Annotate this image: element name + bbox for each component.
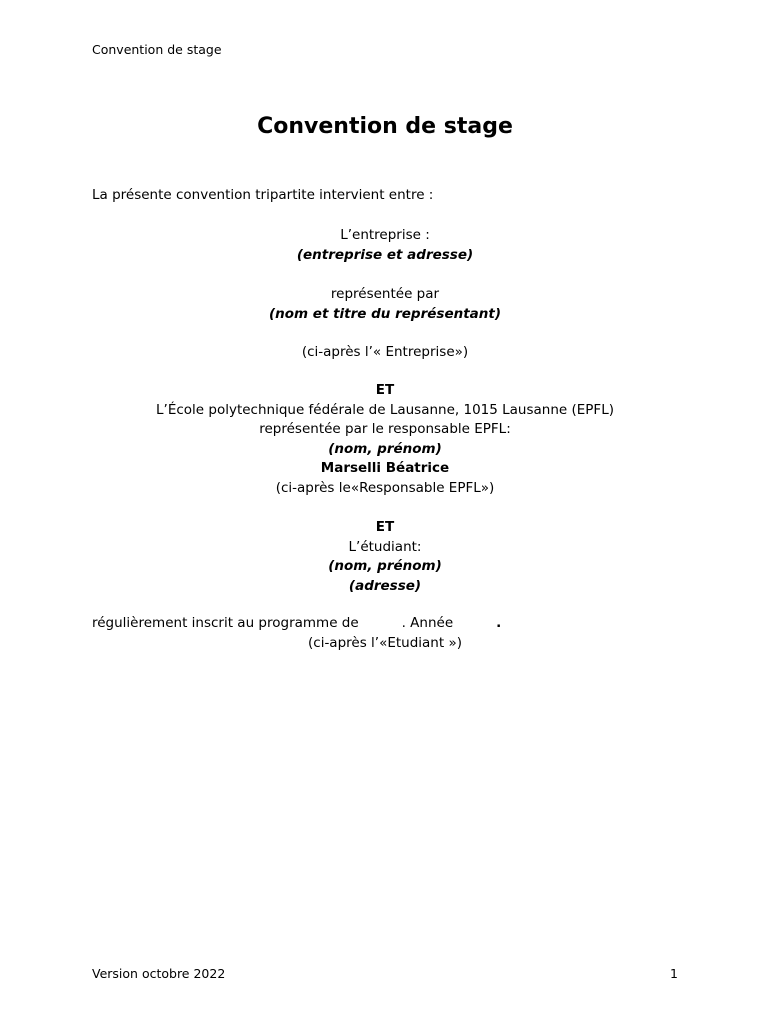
document-title: Convention de stage	[257, 114, 513, 139]
student-label: L’étudiant:	[348, 538, 422, 555]
enrollment-line	[92, 615, 501, 631]
year-dot: .	[496, 615, 502, 631]
footer-page-number: 1	[670, 966, 678, 981]
representative-block	[0, 285, 770, 324]
student-block	[0, 518, 770, 596]
year-label: . Année	[401, 615, 454, 631]
enterprise-alias: (ci-après l’« Entreprise»)	[301, 344, 469, 360]
epfl-name: L’École polytechnique fédérale de Lausanne, 1015 Lausanne (EPFL)	[156, 401, 614, 418]
epfl-represented-by: représentée par le responsable EPFL:	[259, 421, 511, 437]
epfl-responsible: Marselli Béatrice	[320, 460, 450, 476]
enterprise-placeholder: (entreprise et adresse)	[296, 246, 474, 263]
student-address-placeholder: (adresse)	[348, 577, 422, 594]
running-header: Convention de stage	[92, 42, 222, 57]
epfl-block	[0, 381, 770, 498]
student-name-placeholder: (nom, prénom)	[328, 558, 442, 574]
enterprise-label: L’entreprise :	[340, 227, 430, 243]
enrollment-text: régulièrement inscrit au programme de	[92, 615, 359, 631]
intro-text: La présente convention tripartite intervient entre :	[92, 187, 434, 203]
et-separator-1: ET	[375, 382, 395, 398]
representative-placeholder: (nom et titre du représentant)	[268, 305, 502, 322]
student-alias: (ci-après l’«Etudiant »)	[308, 635, 462, 651]
epfl-name-placeholder: (nom, prénom)	[328, 440, 442, 457]
epfl-alias: (ci-après le«Responsable EPFL»)	[275, 479, 495, 496]
et-separator-2: ET	[375, 519, 395, 535]
footer-version: Version octobre 2022	[92, 966, 226, 981]
enterprise-block	[0, 226, 770, 265]
represented-by-label: représentée par	[330, 286, 440, 302]
